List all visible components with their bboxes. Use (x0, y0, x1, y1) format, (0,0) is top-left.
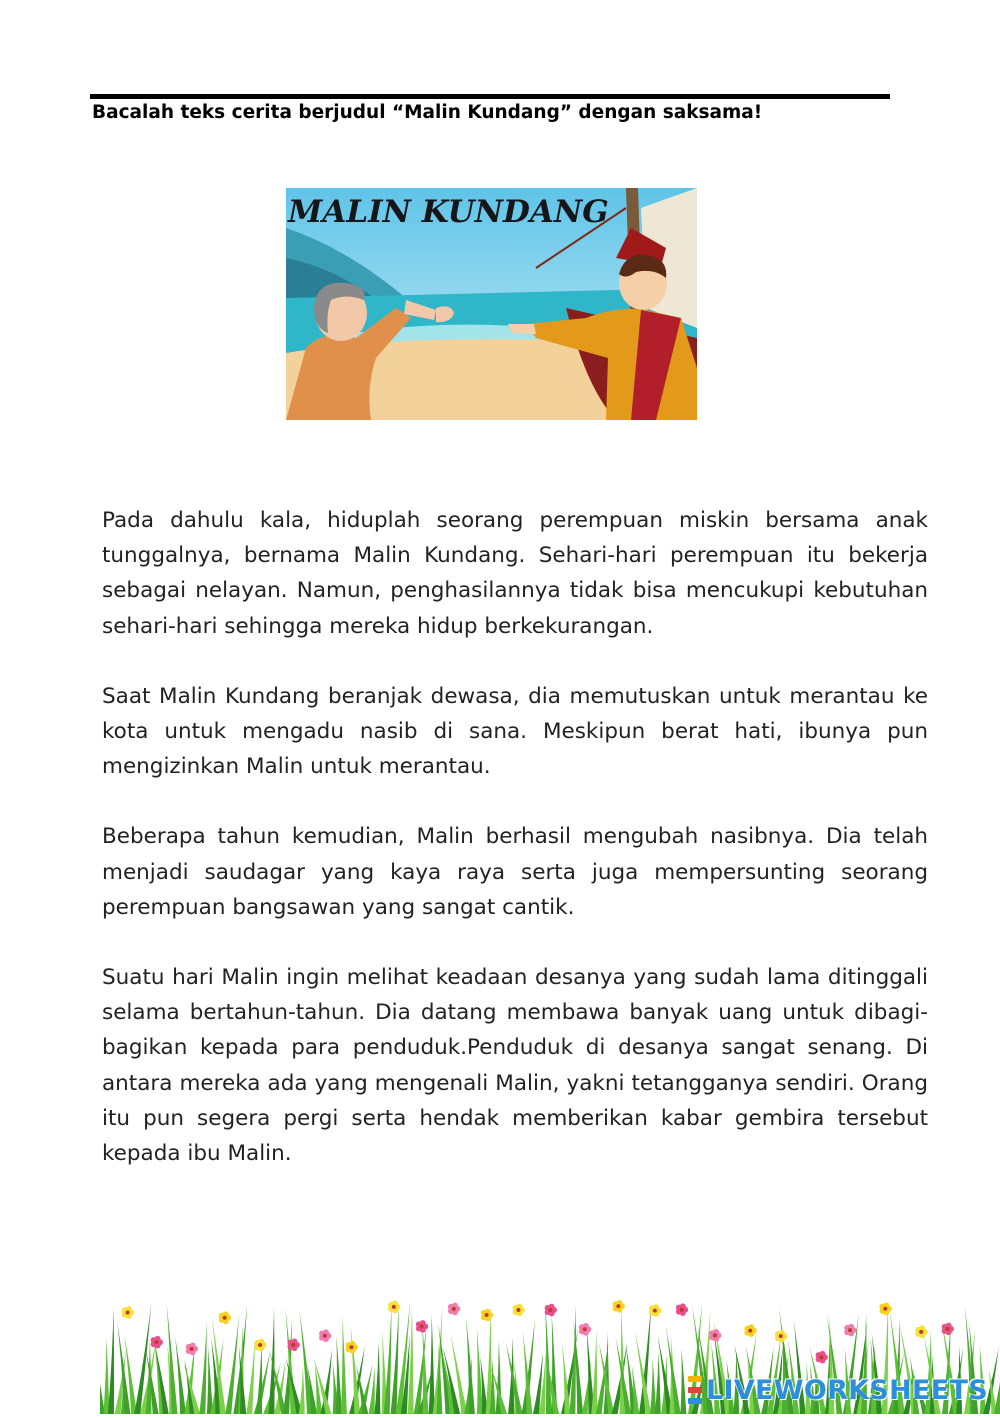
grass-blade (199, 1321, 206, 1414)
flower (816, 1351, 828, 1364)
grass-blade (390, 1306, 398, 1414)
flower (151, 1336, 163, 1349)
flower (122, 1306, 134, 1319)
flower (744, 1324, 756, 1337)
flower (481, 1309, 493, 1322)
grass-blade (655, 1352, 661, 1414)
grass-blade (545, 1303, 552, 1414)
flower (676, 1303, 688, 1316)
grass-blade (336, 1336, 342, 1414)
flower (186, 1343, 198, 1356)
flower (319, 1329, 331, 1342)
flower (254, 1339, 266, 1352)
story-paragraph-2: Saat Malin Kundang beranjak dewasa, dia memutuskan untuk merantau ke kota untuk mengadu nasib di sana. Meskipun berat hati, ibunya pun mengizinkan Malin untuk merantau. (102, 683, 928, 780)
grass-blade (374, 1343, 380, 1414)
grass-blade (350, 1324, 360, 1414)
flower (942, 1323, 954, 1336)
flower (613, 1300, 625, 1313)
flower (709, 1329, 721, 1342)
story-paragraph-4: Suatu hari Malin ingin melihat keadaan desanya yang sudah lama ditinggali selama bertahun-tahun. Dia datang membawa banyak uang untuk dibagi-bagikan kepada para penduduk.Penduduk di desanya sangat senang. Di antara mereka ada yang mengenali Malin, yakni tetangganya sendiri. Orang itu pun segera pergi serta hendak memberikan kabar gembira tersebut kepada ibu Malin. (102, 965, 928, 1167)
grass-blade (369, 1367, 375, 1414)
grass-blade (994, 1311, 1000, 1414)
flower (513, 1304, 525, 1317)
grass-blade (100, 1330, 105, 1414)
liveworksheets-logo[interactable] (688, 1374, 988, 1406)
malin-kundang-scene (286, 188, 697, 420)
flower (579, 1323, 591, 1336)
grass-blade (207, 1346, 213, 1414)
story-paragraph-1: Pada dahulu kala, hiduplah seorang perempuan miskin bersama anak tunggalnya, bernama Malin Kundang. Sehari-hari perempuan itu bekerja sebagai nelayan. Namun, penghasilannya tidak bisa mencukupi kebutuhan sehari-hari sehingga mereka hidup berkekurangan. (102, 508, 928, 639)
story-illustration (286, 188, 697, 420)
liveworksheets-logo-icon (688, 1376, 702, 1404)
story-paragraph-3: Beberapa tahun kemudian, Malin berhasil mengubah nasibnya. Dia telah menjadi saudagar yang kaya raya serta juga mempersunting seorang perempuan bangsawan yang sangat cantik. (102, 824, 928, 920)
grass-blade (155, 1346, 168, 1414)
grass-blade (429, 1314, 435, 1414)
grass-blade (167, 1304, 178, 1414)
flower (288, 1339, 300, 1352)
illustration-title: MALIN KUNDANG (288, 194, 609, 230)
instruction-text: Bacalah teks cerita berjudul “Malin Kundang” dengan saksama! (92, 102, 763, 123)
flower (219, 1311, 231, 1324)
flower (649, 1304, 661, 1317)
grass-blade (506, 1342, 523, 1414)
grass-blade (341, 1316, 347, 1414)
story-text (102, 503, 928, 1206)
flower (346, 1341, 358, 1354)
grass-blade (246, 1341, 255, 1414)
grass-blade (103, 1338, 109, 1414)
flower (448, 1303, 460, 1316)
flower (545, 1304, 557, 1317)
flower (879, 1302, 891, 1315)
grass-blade (486, 1306, 492, 1414)
grass-blade (650, 1358, 656, 1414)
logo-text: LIVEWORKSHEETS (705, 1374, 988, 1406)
flower (915, 1326, 927, 1339)
flower (416, 1320, 428, 1333)
flower (775, 1330, 787, 1343)
grass-blade (175, 1336, 186, 1414)
grass-blade (680, 1348, 686, 1414)
top-rule (90, 94, 890, 99)
flower (844, 1324, 856, 1337)
